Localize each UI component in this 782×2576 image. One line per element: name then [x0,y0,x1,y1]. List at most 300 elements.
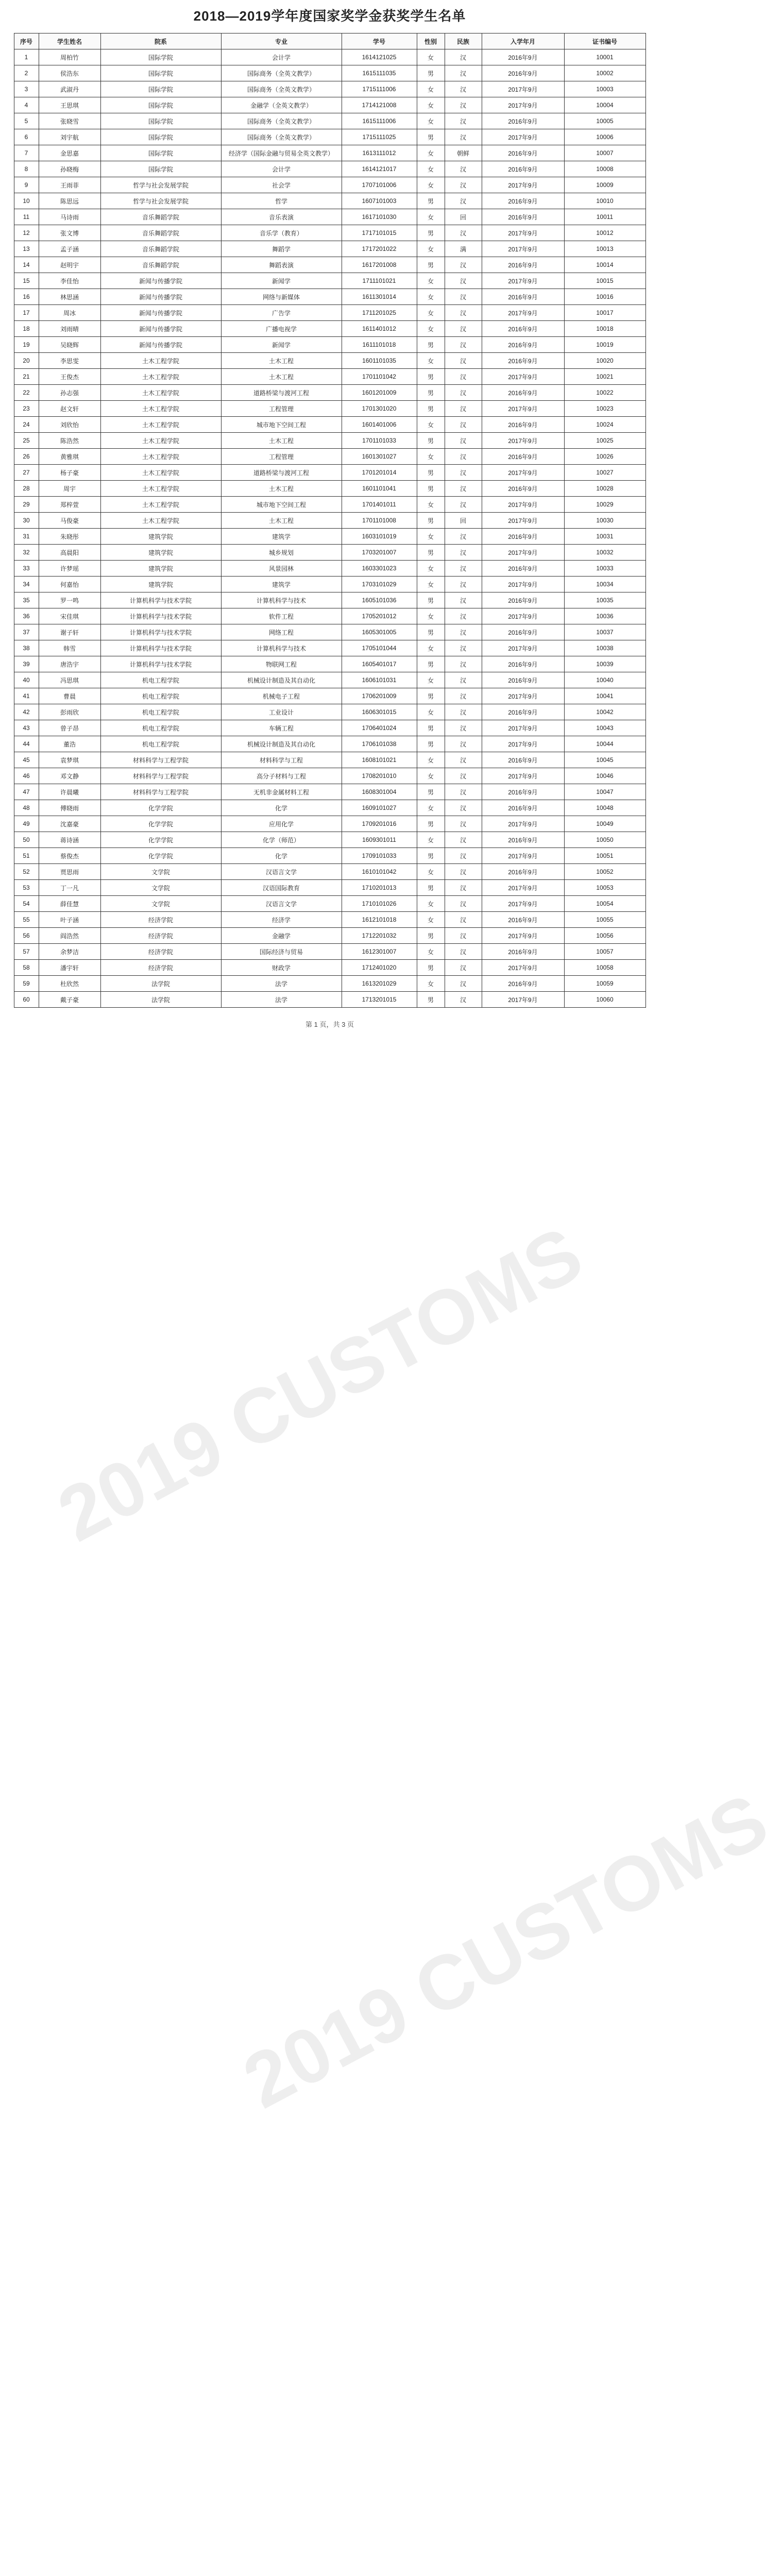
header-name: 学生姓名 [39,33,100,49]
cell-name: 周宇 [39,481,100,497]
cell-major: 高分子材料与工程 [221,768,342,784]
cell-enrollment: 2017年9月 [482,577,564,592]
cell-index: 34 [14,577,39,592]
table-row [14,896,645,912]
cell-name: 王雨菲 [39,177,100,193]
cell-ethnicity: 汉 [445,369,482,385]
cell-major: 国际经济与贸易 [221,944,342,960]
cell-certificate: 10011 [564,209,645,225]
cell-gender: 男 [417,65,445,81]
cell-ethnicity: 汉 [445,273,482,289]
cell-college: 土木工程学院 [100,401,221,417]
cell-college: 土木工程学院 [100,433,221,449]
cell-major: 土木工程 [221,513,342,529]
cell-certificate: 10060 [564,992,645,1008]
cell-major: 机械电子工程 [221,688,342,704]
cell-enrollment: 2016年9月 [482,832,564,848]
cell-student-id: 1701101042 [342,369,417,385]
cell-student-id: 1710201013 [342,880,417,896]
cell-major: 哲学 [221,193,342,209]
cell-name: 贾思雨 [39,864,100,880]
header-index: 序号 [14,33,39,49]
cell-major: 计算机科学与技术 [221,592,342,608]
cell-index: 21 [14,369,39,385]
table-row [14,561,645,577]
cell-major: 建筑学 [221,529,342,545]
cell-enrollment: 2017年9月 [482,816,564,832]
table-row [14,529,645,545]
cell-enrollment: 2017年9月 [482,960,564,976]
cell-certificate: 10006 [564,129,645,145]
cell-name: 唐浩宇 [39,656,100,672]
cell-name: 傅晓雨 [39,800,100,816]
cell-major: 会计学 [221,161,342,177]
cell-major: 应用化学 [221,816,342,832]
cell-name: 宋佳琪 [39,608,100,624]
cell-major: 财政学 [221,960,342,976]
table-row [14,369,645,385]
cell-ethnicity: 汉 [445,608,482,624]
cell-name: 蒋诗涵 [39,832,100,848]
cell-gender: 男 [417,928,445,944]
table-row [14,385,645,401]
header-gender: 性别 [417,33,445,49]
cell-student-id: 1715111006 [342,81,417,97]
cell-enrollment: 2016年9月 [482,944,564,960]
cell-certificate: 10012 [564,225,645,241]
cell-student-id: 1708201010 [342,768,417,784]
cell-enrollment: 2016年9月 [482,49,564,65]
cell-certificate: 10054 [564,896,645,912]
cell-certificate: 10059 [564,976,645,992]
cell-gender: 女 [417,321,445,337]
table-row [14,321,645,337]
cell-name: 丁一凡 [39,880,100,896]
cell-college: 土木工程学院 [100,513,221,529]
cell-enrollment: 2017年9月 [482,273,564,289]
cell-enrollment: 2016年9月 [482,65,564,81]
cell-student-id: 1712201032 [342,928,417,944]
cell-certificate: 10021 [564,369,645,385]
cell-gender: 女 [417,561,445,577]
cell-major: 机械设计制造及其自动化 [221,736,342,752]
cell-name: 周柏竹 [39,49,100,65]
cell-student-id: 1615111006 [342,113,417,129]
cell-enrollment: 2017年9月 [482,896,564,912]
cell-student-id: 1608301004 [342,784,417,800]
cell-certificate: 10052 [564,864,645,880]
cell-ethnicity: 汉 [445,768,482,784]
cell-name: 陈浩然 [39,433,100,449]
cell-index: 17 [14,305,39,321]
cell-name: 杜欣然 [39,976,100,992]
table-row [14,129,645,145]
cell-name: 张文博 [39,225,100,241]
cell-enrollment: 2016年9月 [482,289,564,305]
cell-gender: 女 [417,497,445,513]
cell-college: 国际学院 [100,65,221,81]
cell-name: 曾子昂 [39,720,100,736]
watermark: 2019 CUSTOMS [230,1776,781,2125]
cell-major: 工程管理 [221,449,342,465]
cell-certificate: 10048 [564,800,645,816]
cell-major: 音乐学（教育） [221,225,342,241]
cell-name: 赵文轩 [39,401,100,417]
cell-certificate: 10038 [564,640,645,656]
cell-certificate: 10030 [564,513,645,529]
cell-name: 黄雅琪 [39,449,100,465]
table-row [14,784,645,800]
header-major: 专业 [221,33,342,49]
cell-student-id: 1706201009 [342,688,417,704]
cell-index: 51 [14,848,39,864]
cell-student-id: 1717101015 [342,225,417,241]
cell-certificate: 10003 [564,81,645,97]
cell-student-id: 1703101029 [342,577,417,592]
cell-college: 机电工程学院 [100,688,221,704]
cell-major: 国际商务（全英文教学） [221,65,342,81]
cell-college: 法学院 [100,976,221,992]
cell-certificate: 10041 [564,688,645,704]
cell-gender: 男 [417,992,445,1008]
table-row [14,177,645,193]
cell-college: 建筑学院 [100,577,221,592]
cell-student-id: 1709201016 [342,816,417,832]
cell-student-id: 1615111035 [342,65,417,81]
cell-ethnicity: 汉 [445,321,482,337]
table-row [14,640,645,656]
cell-student-id: 1710101026 [342,896,417,912]
cell-ethnicity: 朝鲜 [445,145,482,161]
cell-student-id: 1610101042 [342,864,417,880]
cell-college: 音乐舞蹈学院 [100,241,221,257]
cell-student-id: 1603301023 [342,561,417,577]
cell-major: 舞蹈学 [221,241,342,257]
document-title: 2018—2019学年度国家奖学金获奖学生名单 [193,8,466,24]
cell-enrollment: 2017年9月 [482,640,564,656]
cell-major: 经济学（国际金融与贸易全英文教学） [221,145,342,161]
cell-enrollment: 2016年9月 [482,321,564,337]
cell-index: 6 [14,129,39,145]
cell-certificate: 10018 [564,321,645,337]
cell-college: 计算机科学与技术学院 [100,640,221,656]
cell-college: 土木工程学院 [100,497,221,513]
cell-student-id: 1714121008 [342,97,417,113]
cell-gender: 女 [417,752,445,768]
cell-gender: 女 [417,704,445,720]
cell-gender: 男 [417,848,445,864]
cell-name: 杨子豪 [39,465,100,481]
table-row [14,145,645,161]
cell-enrollment: 2017年9月 [482,513,564,529]
table-row [14,433,645,449]
cell-enrollment: 2016年9月 [482,912,564,928]
table-row [14,113,645,129]
cell-index: 10 [14,193,39,209]
cell-gender: 女 [417,97,445,113]
cell-major: 化学（师范） [221,832,342,848]
cell-index: 33 [14,561,39,577]
cell-major: 风景园林 [221,561,342,577]
cell-enrollment: 2016年9月 [482,656,564,672]
cell-major: 城乡规划 [221,545,342,561]
cell-student-id: 1701201014 [342,465,417,481]
cell-gender: 男 [417,736,445,752]
cell-enrollment: 2017年9月 [482,401,564,417]
cell-certificate: 10008 [564,161,645,177]
cell-college: 新闻与传播学院 [100,273,221,289]
cell-index: 7 [14,145,39,161]
table-row [14,305,645,321]
cell-ethnicity: 汉 [445,896,482,912]
table-row [14,960,645,976]
cell-index: 31 [14,529,39,545]
cell-enrollment: 2016年9月 [482,800,564,816]
cell-index: 20 [14,353,39,369]
cell-enrollment: 2017年9月 [482,848,564,864]
cell-ethnicity: 汉 [445,465,482,481]
cell-ethnicity: 汉 [445,65,482,81]
cell-index: 58 [14,960,39,976]
cell-index: 11 [14,209,39,225]
table-row [14,864,645,880]
cell-ethnicity: 汉 [445,545,482,561]
cell-gender: 女 [417,417,445,433]
cell-enrollment: 2016年9月 [482,624,564,640]
cell-gender: 男 [417,960,445,976]
cell-enrollment: 2016年9月 [482,161,564,177]
cell-name: 赵明宇 [39,257,100,273]
cell-index: 40 [14,672,39,688]
cell-college: 国际学院 [100,161,221,177]
table-row [14,912,645,928]
table-row [14,481,645,497]
cell-college: 化学学院 [100,816,221,832]
cell-enrollment: 2016年9月 [482,529,564,545]
cell-index: 32 [14,545,39,561]
cell-major: 城市地下空间工程 [221,497,342,513]
cell-student-id: 1601101041 [342,481,417,497]
cell-index: 52 [14,864,39,880]
cell-student-id: 1701101033 [342,433,417,449]
cell-gender: 男 [417,225,445,241]
cell-college: 土木工程学院 [100,449,221,465]
cell-name: 阎浩然 [39,928,100,944]
cell-enrollment: 2017年9月 [482,97,564,113]
cell-college: 音乐舞蹈学院 [100,225,221,241]
cell-index: 38 [14,640,39,656]
cell-index: 16 [14,289,39,305]
table-row [14,465,645,481]
cell-college: 土木工程学院 [100,465,221,481]
cell-certificate: 10051 [564,848,645,864]
cell-name: 陈思远 [39,193,100,209]
cell-ethnicity: 汉 [445,752,482,768]
cell-index: 60 [14,992,39,1008]
cell-enrollment: 2016年9月 [482,592,564,608]
cell-enrollment: 2016年9月 [482,209,564,225]
cell-index: 4 [14,97,39,113]
cell-name: 林思涵 [39,289,100,305]
cell-major: 汉语言文学 [221,864,342,880]
cell-gender: 女 [417,529,445,545]
cell-major: 城市地下空间工程 [221,417,342,433]
cell-enrollment: 2017年9月 [482,720,564,736]
cell-major: 经济学 [221,912,342,928]
cell-enrollment: 2017年9月 [482,241,564,257]
cell-certificate: 10029 [564,497,645,513]
cell-certificate: 10017 [564,305,645,321]
cell-student-id: 1617201008 [342,257,417,273]
cell-certificate: 10026 [564,449,645,465]
cell-major: 软件工程 [221,608,342,624]
cell-certificate: 10033 [564,561,645,577]
cell-college: 土木工程学院 [100,369,221,385]
cell-ethnicity: 汉 [445,720,482,736]
cell-name: 马诗雨 [39,209,100,225]
cell-major: 舞蹈表演 [221,257,342,273]
cell-ethnicity: 汉 [445,481,482,497]
cell-index: 35 [14,592,39,608]
table-row [14,257,645,273]
cell-major: 法学 [221,992,342,1008]
cell-ethnicity: 汉 [445,433,482,449]
cell-gender: 女 [417,177,445,193]
cell-certificate: 10057 [564,944,645,960]
cell-major: 材料科学与工程 [221,752,342,768]
cell-student-id: 1613201029 [342,976,417,992]
cell-ethnicity: 汉 [445,529,482,545]
cell-index: 18 [14,321,39,337]
cell-college: 国际学院 [100,81,221,97]
cell-name: 戴子豪 [39,992,100,1008]
cell-index: 37 [14,624,39,640]
cell-index: 3 [14,81,39,97]
header-ethnicity: 民族 [445,33,482,49]
cell-gender: 男 [417,624,445,640]
cell-name: 蔡俊杰 [39,848,100,864]
cell-major: 网络与新媒体 [221,289,342,305]
table-row [14,672,645,688]
header-student-id: 学号 [342,33,417,49]
cell-college: 新闻与传播学院 [100,305,221,321]
table-row [14,832,645,848]
cell-college: 新闻与传播学院 [100,289,221,305]
cell-index: 5 [14,113,39,129]
cell-gender: 男 [417,481,445,497]
cell-student-id: 1703201007 [342,545,417,561]
cell-ethnicity: 汉 [445,848,482,864]
cell-gender: 女 [417,145,445,161]
cell-gender: 女 [417,161,445,177]
cell-major: 汉语国际教育 [221,880,342,896]
cell-certificate: 10019 [564,337,645,353]
cell-enrollment: 2016年9月 [482,561,564,577]
cell-enrollment: 2017年9月 [482,177,564,193]
cell-gender: 男 [417,337,445,353]
cell-enrollment: 2016年9月 [482,385,564,401]
cell-enrollment: 2017年9月 [482,433,564,449]
table-row [14,417,645,433]
cell-certificate: 10022 [564,385,645,401]
table-header-row [14,33,645,49]
cell-major: 国际商务（全英文教学） [221,113,342,129]
cell-ethnicity: 汉 [445,113,482,129]
cell-student-id: 1711101021 [342,273,417,289]
cell-ethnicity: 汉 [445,640,482,656]
cell-gender: 男 [417,545,445,561]
cell-certificate: 10020 [564,353,645,369]
cell-major: 土木工程 [221,353,342,369]
cell-enrollment: 2016年9月 [482,193,564,209]
cell-student-id: 1606101031 [342,672,417,688]
cell-name: 余梦洁 [39,944,100,960]
cell-gender: 女 [417,864,445,880]
cell-gender: 女 [417,353,445,369]
cell-gender: 女 [417,912,445,928]
cell-student-id: 1713201015 [342,992,417,1008]
cell-student-id: 1617101030 [342,209,417,225]
cell-name: 李思雯 [39,353,100,369]
cell-student-id: 1609301011 [342,832,417,848]
cell-enrollment: 2017年9月 [482,225,564,241]
cell-index: 49 [14,816,39,832]
cell-name: 孟子涵 [39,241,100,257]
watermark: 2019 CUSTOMS [44,1210,596,1558]
cell-major: 会计学 [221,49,342,65]
table-body [14,49,645,1008]
cell-college: 计算机科学与技术学院 [100,624,221,640]
cell-certificate: 10032 [564,545,645,561]
table-row [14,944,645,960]
cell-student-id: 1601201009 [342,385,417,401]
cell-college: 化学学院 [100,800,221,816]
cell-college: 国际学院 [100,113,221,129]
cell-index: 2 [14,65,39,81]
cell-certificate: 10049 [564,816,645,832]
cell-gender: 女 [417,800,445,816]
cell-gender: 女 [417,81,445,97]
table-row [14,577,645,592]
cell-certificate: 10039 [564,656,645,672]
table-row [14,816,645,832]
cell-index: 24 [14,417,39,433]
header-enrollment: 入学年月 [482,33,564,49]
cell-ethnicity: 汉 [445,49,482,65]
cell-enrollment: 2017年9月 [482,736,564,752]
cell-index: 53 [14,880,39,896]
cell-ethnicity: 汉 [445,976,482,992]
cell-gender: 男 [417,880,445,896]
cell-student-id: 1701301020 [342,401,417,417]
cell-enrollment: 2017年9月 [482,81,564,97]
cell-certificate: 10045 [564,752,645,768]
cell-college: 文学院 [100,880,221,896]
cell-certificate: 10014 [564,257,645,273]
cell-certificate: 10031 [564,529,645,545]
cell-gender: 男 [417,401,445,417]
cell-gender: 男 [417,369,445,385]
cell-certificate: 10025 [564,433,645,449]
cell-ethnicity: 汉 [445,193,482,209]
cell-name: 张晓雪 [39,113,100,129]
cell-gender: 女 [417,289,445,305]
cell-ethnicity: 汉 [445,816,482,832]
cell-certificate: 10042 [564,704,645,720]
cell-student-id: 1706101038 [342,736,417,752]
cell-gender: 女 [417,305,445,321]
table-row [14,209,645,225]
